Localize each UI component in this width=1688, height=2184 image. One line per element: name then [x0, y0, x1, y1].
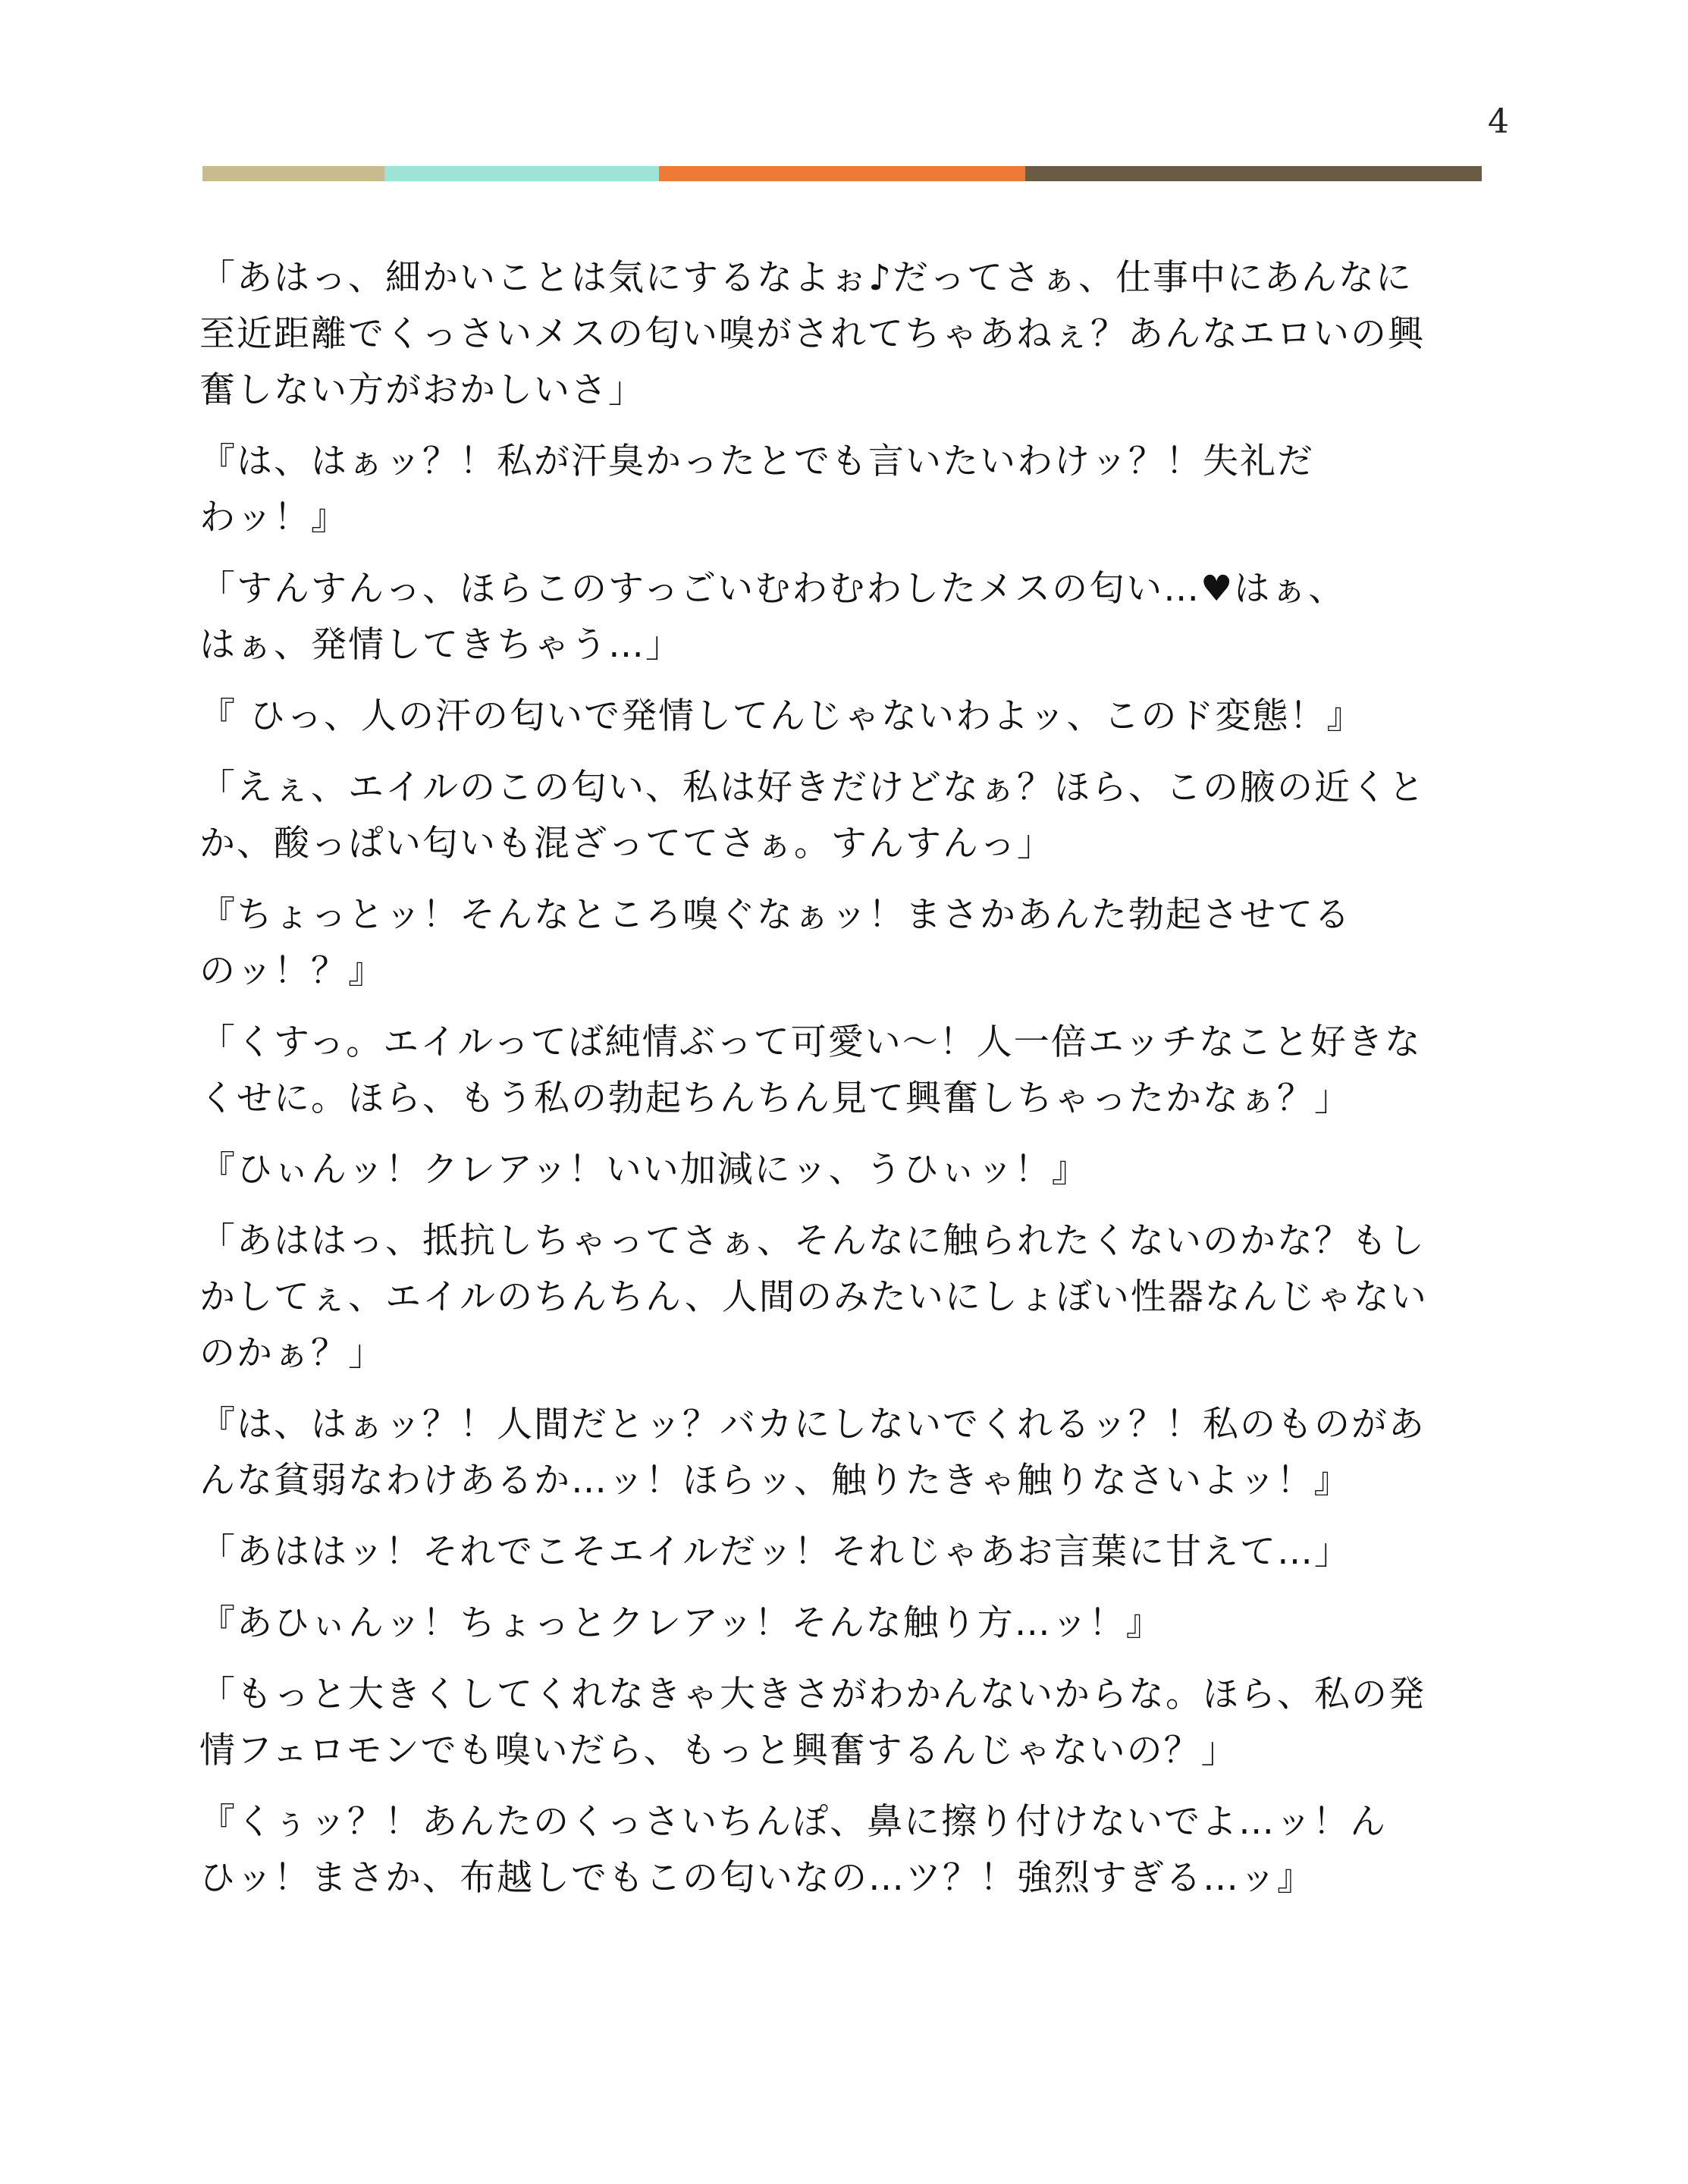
dialogue-body [199, 250, 1489, 1922]
dialogue-line: 『ひぃんッ！クレアッ！いい加減にッ、うひぃッ！』 [199, 1149, 1089, 1191]
page-number: 4 [1488, 102, 1509, 141]
dialogue-paragraph [199, 689, 1489, 745]
dialogue-paragraph [199, 561, 1489, 673]
dialogue-paragraph [199, 1794, 1489, 1906]
dialogue-line: 『は、はぁッ？！私が汗臭かったとでも言いたいわけッ？！失礼だ [199, 441, 1314, 482]
dialogue-line: 「あはっ、細かいことは気にするなよぉ♪だってさぁ、仕事中にあんなに [199, 257, 1413, 299]
dialogue-line: 「くすっ。エイルってば純情ぶって可愛い〜！人一倍エッチなこと好きな [199, 1021, 1422, 1063]
dialogue-paragraph [199, 1015, 1489, 1127]
dialogue-line: ひッ！まさか、布越しでもこの匂いなの…ツ？！強烈すぎる…ッ』 [199, 1857, 1314, 1899]
dialogue-paragraph [199, 1213, 1489, 1382]
dialogue-line: かしてぇ、エイルのちんちん、人間のみたいにしょぼい性器なんじゃない [199, 1276, 1428, 1318]
dialogue-line: はぁ、発情してきちゃう…」 [199, 624, 682, 666]
dialogue-line: 「えぇ、エイルのこの匂い、私は好きだけどなぁ？ほら、この腋の近くと [199, 767, 1426, 808]
dialogue-paragraph [199, 1397, 1489, 1509]
color-bar-segment-tan [202, 166, 384, 181]
dialogue-line: のかぁ？」 [199, 1332, 385, 1374]
dialogue-line: 『あひぃんッ！ちょっとクレアッ！そんな触り方…ッ！』 [199, 1602, 1163, 1644]
dialogue-line: 『 ひっ、人の汗の匂いで発情してんじゃないわよッ、このド変態！』 [199, 695, 1364, 737]
color-bar-segment-aqua [384, 166, 659, 181]
dialogue-line: 至近距離でくっさいメスの匂い嗅がされてちゃあねぇ？あんなエロいの興 [199, 313, 1426, 355]
dialogue-line: 「すんすんっ、ほらこのすっごいむわむわしたメスの匂い…♥はぁ、 [199, 568, 1346, 610]
dialogue-paragraph [199, 1667, 1489, 1779]
dialogue-line: 「もっと大きくしてくれなきゃ大きさがわかんないからな。ほら、私の発 [199, 1674, 1426, 1715]
dialogue-paragraph [199, 1596, 1489, 1652]
dialogue-line: のッ！？』 [199, 950, 385, 992]
color-bar-segment-brown [1025, 166, 1482, 181]
dialogue-paragraph [199, 1524, 1489, 1580]
dialogue-line: んな貧弱なわけあるか…ッ！ほらッ、触りたきゃ触りなさいよッ！』 [199, 1460, 1351, 1502]
dialogue-line: 情フェロモンでも嗅いだら、もっと興奮するんじゃないの？」 [199, 1730, 1238, 1771]
header-color-bar [202, 166, 1482, 181]
dialogue-paragraph [199, 250, 1489, 419]
dialogue-line: 「あははっ、抵抗しちゃってさぁ、そんなに触られたくないのかな？もし [199, 1220, 1426, 1262]
dialogue-line: 『ちょっとッ！そんなところ嗅ぐなぁッ！まさかあんた勃起させてる [199, 894, 1351, 936]
dialogue-paragraph [199, 434, 1489, 546]
dialogue-line: わッ！』 [199, 497, 348, 538]
dialogue-paragraph [199, 887, 1489, 999]
dialogue-paragraph [199, 760, 1489, 872]
dialogue-line: か、酸っぱい匂いも混ざっててさぁ。すんすんっ」 [199, 823, 1054, 864]
dialogue-line: 『は、はぁッ？！人間だとッ？バカにしないでくれるッ？！私のものがあ [199, 1404, 1426, 1445]
dialogue-paragraph [199, 1142, 1489, 1198]
dialogue-line: 奮しない方がおかしいさ」 [199, 369, 645, 411]
dialogue-line: 『くぅッ？！あんたのくっさいちんぽ、鼻に擦り付けないでよ…ッ！ん [199, 1801, 1388, 1843]
dialogue-line: 「あははッ！それでこそエイルだッ！それじゃあお言葉に甘えて…」 [199, 1531, 1351, 1573]
dialogue-line: くせに。ほら、もう私の勃起ちんちん見て興奮しちゃったかなぁ？」 [199, 1078, 1351, 1119]
color-bar-segment-orange [659, 166, 1025, 181]
